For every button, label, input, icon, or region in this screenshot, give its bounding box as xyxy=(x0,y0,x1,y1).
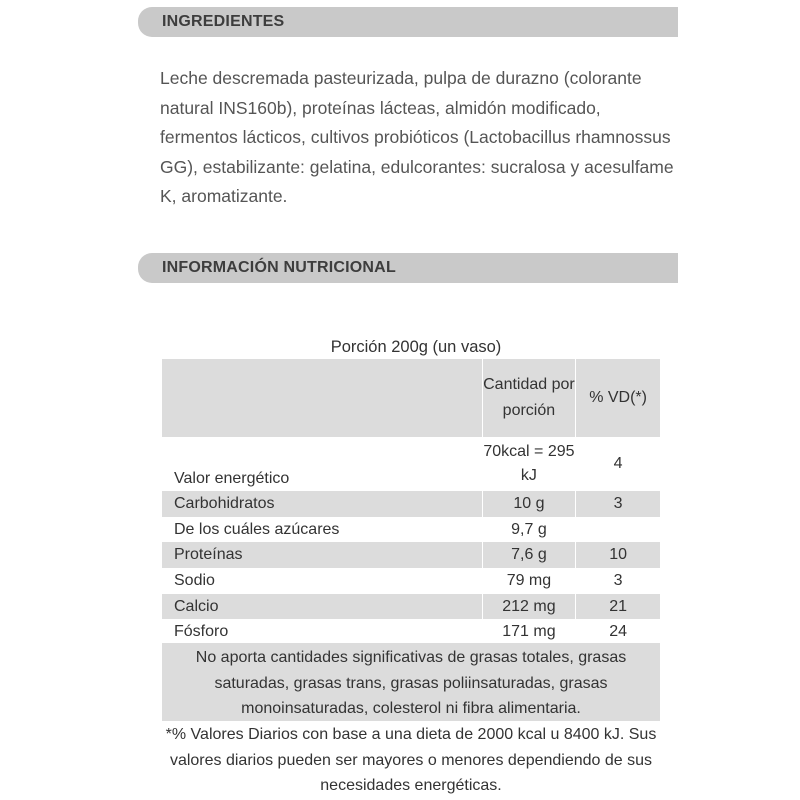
table-row xyxy=(162,491,660,517)
row-amount: 171 mg xyxy=(482,619,576,645)
nutrition-heading-label: INFORMACIÓN NUTRICIONAL xyxy=(162,259,396,276)
row-name: Carbohidratos xyxy=(174,494,275,512)
row-name: Sodio xyxy=(174,571,215,589)
vd-footnote: *% Valores Diarios con base a una dieta de 2000 kcal u 8400 kJ. Sus valores diarios pueden ser mayores o menores dependiendo de sus necesidades energéticas. xyxy=(165,726,657,794)
ingredients-heading-label: INGREDIENTES xyxy=(162,13,285,30)
row-name: Proteínas xyxy=(174,546,243,564)
table-row xyxy=(162,568,660,594)
table-row xyxy=(162,437,660,491)
row-vd: 3 xyxy=(576,568,660,594)
header-vd: % VD(*) xyxy=(576,359,660,437)
table-row xyxy=(162,517,660,543)
portion-size: Porción 200g (un vaso) xyxy=(330,338,502,356)
row-name: Calcio xyxy=(174,597,219,615)
header-amount: Cantidad por porción xyxy=(482,359,576,437)
table-header-row xyxy=(162,359,660,437)
ingredients-text: Leche descremada pasteurizada, pulpa de durazno (colorante natural INS160b), proteínas lácteas, almidón modificado, fermentos lácticos, cultivos probióticos (Lactobacillus rhamnossus GG), estabilizante: gelatina, edulcorantes: sucralosa y acesulfame K, aromatizante. xyxy=(160,68,674,206)
row-amount: 70kcal = 295 kJ xyxy=(482,437,576,491)
row-vd xyxy=(576,517,660,543)
row-vd: 24 xyxy=(576,619,660,645)
row-amount: 212 mg xyxy=(482,594,576,620)
nutrition-note: No aporta cantidades significativas de grasas totales, grasas saturadas, grasas trans, grasas poliinsaturadas, grasas monoinsaturadas, colesterol ni fibra alimentaria. xyxy=(162,643,660,721)
table-row xyxy=(162,542,660,568)
row-name: Valor energético xyxy=(174,470,290,487)
header-blank-cell xyxy=(162,359,482,437)
table-row xyxy=(162,594,660,620)
row-name: Fósforo xyxy=(174,623,229,641)
row-amount: 9,7 g xyxy=(482,517,576,543)
row-amount: 79 mg xyxy=(482,568,576,594)
row-name: De los cuáles azúcares xyxy=(174,520,340,538)
row-vd: 10 xyxy=(576,542,660,568)
nutrition-heading xyxy=(138,253,678,283)
row-vd: 21 xyxy=(576,594,660,620)
row-amount: 7,6 g xyxy=(482,542,576,568)
row-vd: 4 xyxy=(576,437,660,491)
row-vd: 3 xyxy=(576,491,660,517)
ingredients-heading xyxy=(138,7,678,37)
table-row xyxy=(162,619,660,645)
row-amount: 10 g xyxy=(482,491,576,517)
nutrition-table xyxy=(162,359,660,645)
